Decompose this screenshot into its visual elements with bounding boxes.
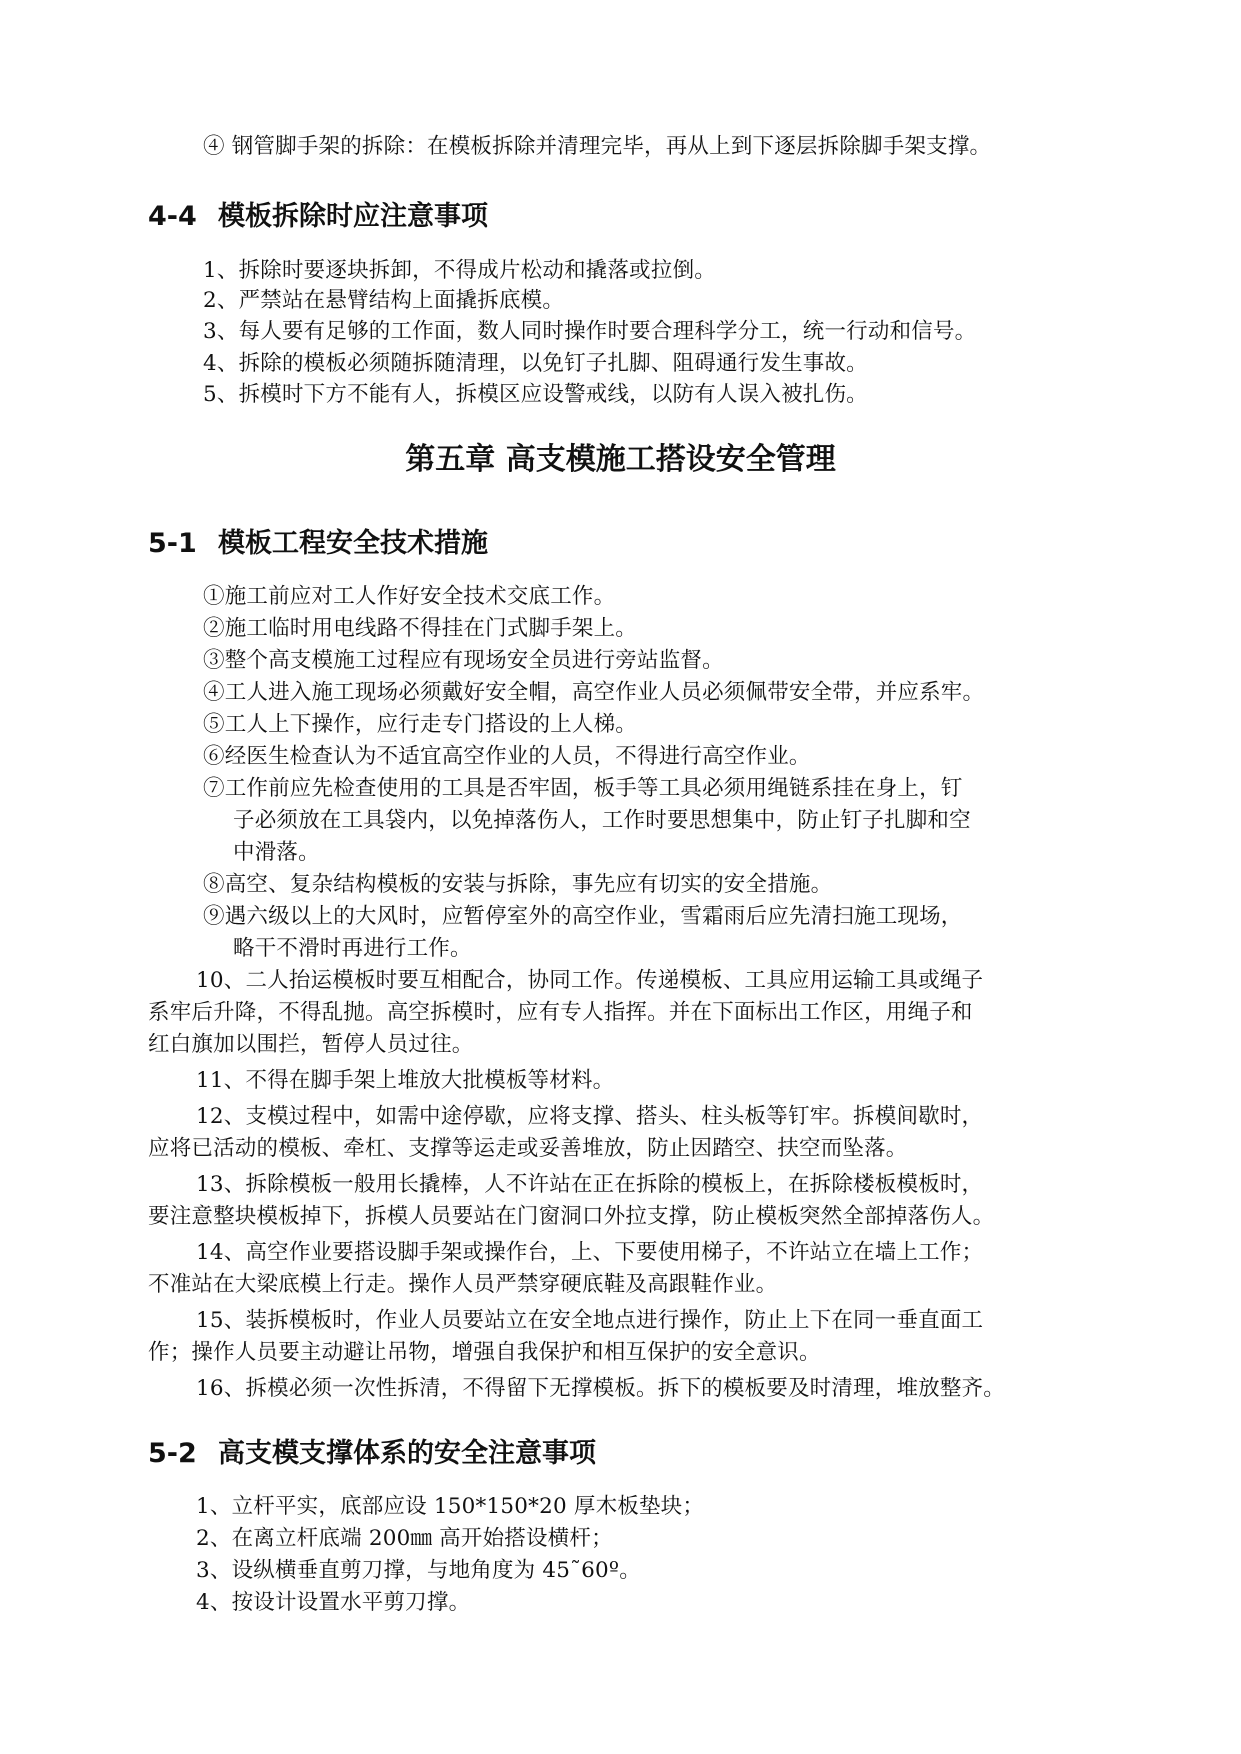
list-item: ④工人进入施工现场必须戴好安全帽，高空作业人员必须佩带安全带，并应系牢。 [203,680,985,705]
section-heading-5-2 [148,1437,596,1471]
list-item: 2、在离立杆底端 200㎜ 高开始搭设横杆； [196,1526,613,1551]
paragraph-line: 作；操作人员要主动避让吊物，增强自我保护和相互保护的安全意识。 [148,1340,821,1365]
paragraph-line: 11、不得在脚手架上堆放大批模板等材料。 [196,1068,615,1093]
list-item: ①施工前应对工人作好安全技术交底工作。 [203,584,616,609]
paragraph-line: 15、装拆模板时，作业人员要站立在安全地点进行操作，防止上下在同一垂直面工 [196,1308,984,1333]
list-item: 1、立杆平实，底部应设 150*150*20 厚木板垫块； [196,1494,705,1519]
list-item-continuation: 略干不滑时再进行工作。 [233,936,472,961]
paragraph-line: 要注意整块模板掉下，拆模人员要站在门窗洞口外拉支撑，防止模板突然全部掉落伤人。 [148,1204,995,1229]
list-item: 3、每人要有足够的工作面，数人同时操作时要合理科学分工，统一行动和信号。 [203,319,977,344]
paragraph-line: 13、拆除模板一般用长撬棒，人不许站在正在拆除的模板上，在拆除楼板模板时， [196,1172,984,1197]
list-item: 4、拆除的模板必须随拆随清理，以免钉子扎脚、阻碍通行发生事故。 [203,351,868,376]
list-item-continuation: 子必须放在工具袋内，以免掉落伤人，工作时要思想集中，防止钉子扎脚和空 [233,808,971,833]
list-item: 5、拆模时下方不能有人，拆模区应设警戒线，以防有人误入被扎伤。 [203,382,868,407]
list-item: 1、拆除时要逐块拆卸，不得成片松动和撬落或拉倒。 [203,258,716,283]
section-heading-5-1 [148,527,488,561]
paragraph-line: 14、高空作业要搭设脚手架或操作台，上、下要使用梯子，不许站立在墙上工作； [196,1240,984,1265]
list-item: ⑦工作前应先检查使用的工具是否牢固，板手等工具必须用绳链系挂在身上，钉 [203,776,963,801]
paragraph-line: 10、二人抬运模板时要互相配合，协同工作。传递模板、工具应用运输工具或绳子 [196,968,984,993]
list-item: 3、设纵横垂直剪刀撑，与地角度为 45˜60º。 [196,1558,641,1583]
list-item: ⑤工人上下操作，应行走专门搭设的上人梯。 [203,712,638,737]
paragraph-line: ④ 钢管脚手架的拆除：在模板拆除并清理完毕，再从上到下逐层拆除脚手架支撑。 [203,134,992,159]
list-item: ⑥经医生检查认为不适宜高空作业的人员，不得进行高空作业。 [203,744,811,769]
list-item: ⑧高空、复杂结构模板的安装与拆除，事先应有切实的安全措施。 [203,872,833,897]
list-item: 4、按设计设置水平剪刀撑。 [196,1590,471,1615]
paragraph-line: 应将已活动的模板、牵杠、支撑等运走或妥善堆放，防止因踏空、扶空而坠落。 [148,1136,908,1161]
section-title: 高支模支撑体系的安全注意事项 [218,1438,596,1469]
list-item: ③整个高支模施工过程应有现场安全员进行旁站监督。 [203,648,724,673]
paragraph-line: 系牢后升降，不得乱抛。高空拆模时，应有专人指挥。并在下面标出工作区，用绳子和 [148,1000,973,1025]
paragraph-line: 红白旗加以围拦，暂停人员过往。 [148,1032,474,1057]
list-item: 2、严禁站在悬臂结构上面撬拆底模。 [203,288,565,313]
paragraph-line: 16、拆模必须一次性拆清，不得留下无撑模板。拆下的模板要及时清理，堆放整齐。 [196,1376,1005,1401]
list-item: ②施工临时用电线路不得挂在门式脚手架上。 [203,616,638,641]
paragraph-line: 不准站在大梁底模上行走。操作人员严禁穿硬底鞋及高跟鞋作业。 [148,1272,778,1297]
section-title: 模板拆除时应注意事项 [218,201,488,232]
section-heading-4-4 [148,200,488,234]
paragraph-line: 12、支模过程中，如需中途停歇，应将支撑、搭头、柱头板等钉牢。拆模间歇时， [196,1104,984,1129]
list-item: ⑨遇六级以上的大风时，应暂停室外的高空作业，雪霜雨后应先清扫施工现场， [203,904,963,929]
section-number: 5-1 [148,528,197,559]
section-number: 5-2 [148,1438,197,1469]
list-item-continuation: 中滑落。 [233,840,320,865]
chapter-title: 第五章 高支模施工搭设安全管理 [405,442,836,477]
section-number: 4-4 [148,201,197,232]
section-title: 模板工程安全技术措施 [218,528,488,559]
